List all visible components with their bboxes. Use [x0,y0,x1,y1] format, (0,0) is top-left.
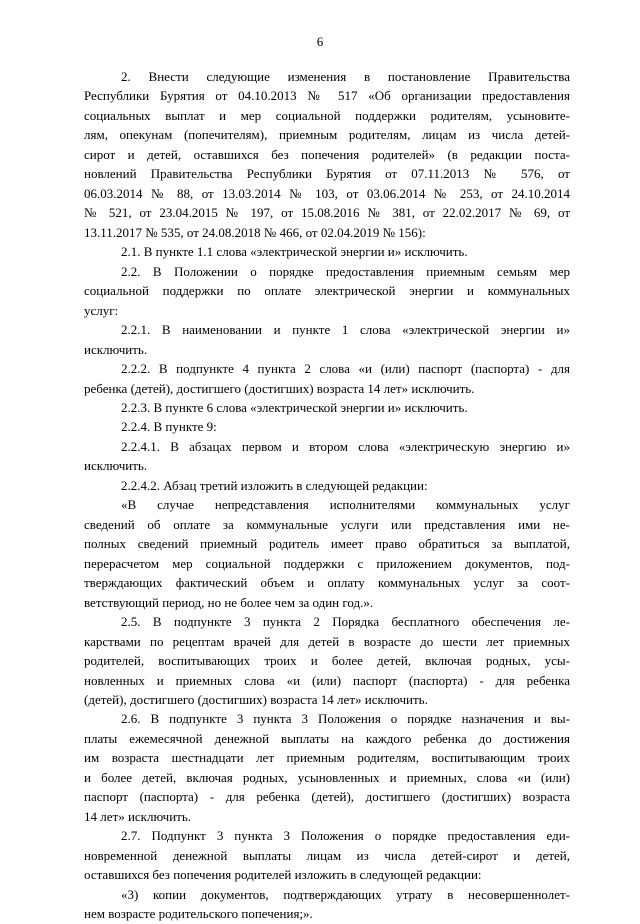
text-line: социальной поддержки по оплате электрической энергии и коммунальных [84,283,570,299]
text-line: 2.1. В пункте 1.1 слова «электрической энергии и» исключить. [121,244,468,260]
text-line: 14 лет» исключить. [84,808,192,824]
text-line: паспорт (паспорта) - для ребенка (детей), достигшего (достигших) возраста [84,789,570,805]
text-line: исключить. [84,458,148,474]
text-line: 2.2. В Положении о порядке предоставления приемным семьям мер [121,263,570,279]
text-line: 2.5. В подпункте 3 пункта 2 Порядка бесплатного обеспечения ле- [121,614,570,630]
text-line: Республики Бурятия от 04.10.2013 № 517 «Об организации предоставления [84,88,570,104]
text-line: сирот и детей, оставшихся без попечения родителей» (в редакции поста- [84,146,570,162]
text-line: ветствующий период, но не более чем за один год.». [84,594,374,610]
text-line: перерасчетом мер социальной поддержки с приложением документов, под- [84,555,570,571]
text-line: 2.2.4. В пункте 9: [121,419,217,435]
text-line: лям, опекунам (попечителям), приемным родителям, лицам из числа детей- [84,127,570,143]
text-line: 2.2.4.1. В абзацах первом и втором слова «электрическую энергию и» [121,438,570,454]
text-line: сведений об оплате за коммунальные услуги или представления ими не- [84,516,570,532]
text-line: платы ежемесячной денежной выплаты на каждого ребенка до достижения [84,730,570,746]
text-line: полных сведений приемный родитель имеет право обратиться за выплатой, [84,536,570,552]
text-line: и более детей, включая родных, усыновленных и приемных, слова «и (или) [84,769,570,785]
text-line: 2.7. Подпункт 3 пункта 3 Положения о порядке предоставления еди- [121,828,570,844]
text-line: родителей, воспитывающих троих и более детей, включая родных, усы- [84,653,570,669]
text-line: 2.6. В подпункте 3 пункта 3 Положения о порядке назначения и вы- [121,711,570,727]
text-line: исключить. [84,341,148,357]
text-line: тверждающих фактический объем и оплату коммунальных услуг за соот- [84,575,570,591]
page-number: 6 [316,34,324,49]
text-line: нем возрасте родительского попечения;». [84,906,313,922]
text-line: социальных выплат и мер социальной поддержки родителям, усыновите- [84,107,570,123]
text-line: № 521, от 23.04.2015 № 197, от 15.08.2016 № 381, от 22.02.2017 № 69, от [84,205,570,221]
text-line: 2.2.3. В пункте 6 слова «электрической энергии и» исключить. [121,399,468,415]
text-line: 2.2.2. В подпункте 4 пункта 2 слова «и (или) паспорт (паспорта) - для [121,361,570,377]
text-line: «В случае непредставления исполнителями коммунальных услуг [121,497,570,513]
text-line: «3) копии документов, подтверждающих утрату в несовершеннолет- [121,886,570,902]
text-line: 2. Внести следующие изменения в постановление Правительства [121,69,570,84]
text-line: 2.2.1. В наименовании и пункте 1 слова «электрической энергии и» [121,322,570,338]
text-line: услуг: [84,302,119,318]
text-line: 2.2.4.2. Абзац третий изложить в следующей редакции: [121,477,428,493]
text-line: новленных и приемных слова «и (или) паспорт (паспорта) - для ребенка [84,672,570,688]
text-line: оставшихся без попечения родителей изложить в следующей редакции: [84,867,482,883]
text-line: 13.11.2017 № 535, от 24.08.2018 № 466, от 02.04.2019 № 156): [84,224,426,240]
text-line: ребенка (детей), достигшего (достигших) возраста 14 лет» исключить. [84,380,475,396]
text-line: новременной денежной выплаты лицам из числа детей-сирот и детей, [84,847,570,863]
text-line: 06.03.2014 № 88, от 13.03.2014 № 103, от 03.06.2014 № 253, от 24.10.2014 [84,185,570,201]
text-line: новлений Правительства Республики Бурятия от 07.11.2013 № 576, от [84,166,570,182]
text-line: им возраста шестнадцати лет приемным родителям, воспитывающим троих [84,750,570,766]
text-line: карствами по рецептам врачей для детей в возрасте до шести лет приемных [84,633,570,649]
document-body [84,67,570,924]
text-line: (детей), достигшего (достигших) возраста 14 лет» исключить. [84,692,428,707]
